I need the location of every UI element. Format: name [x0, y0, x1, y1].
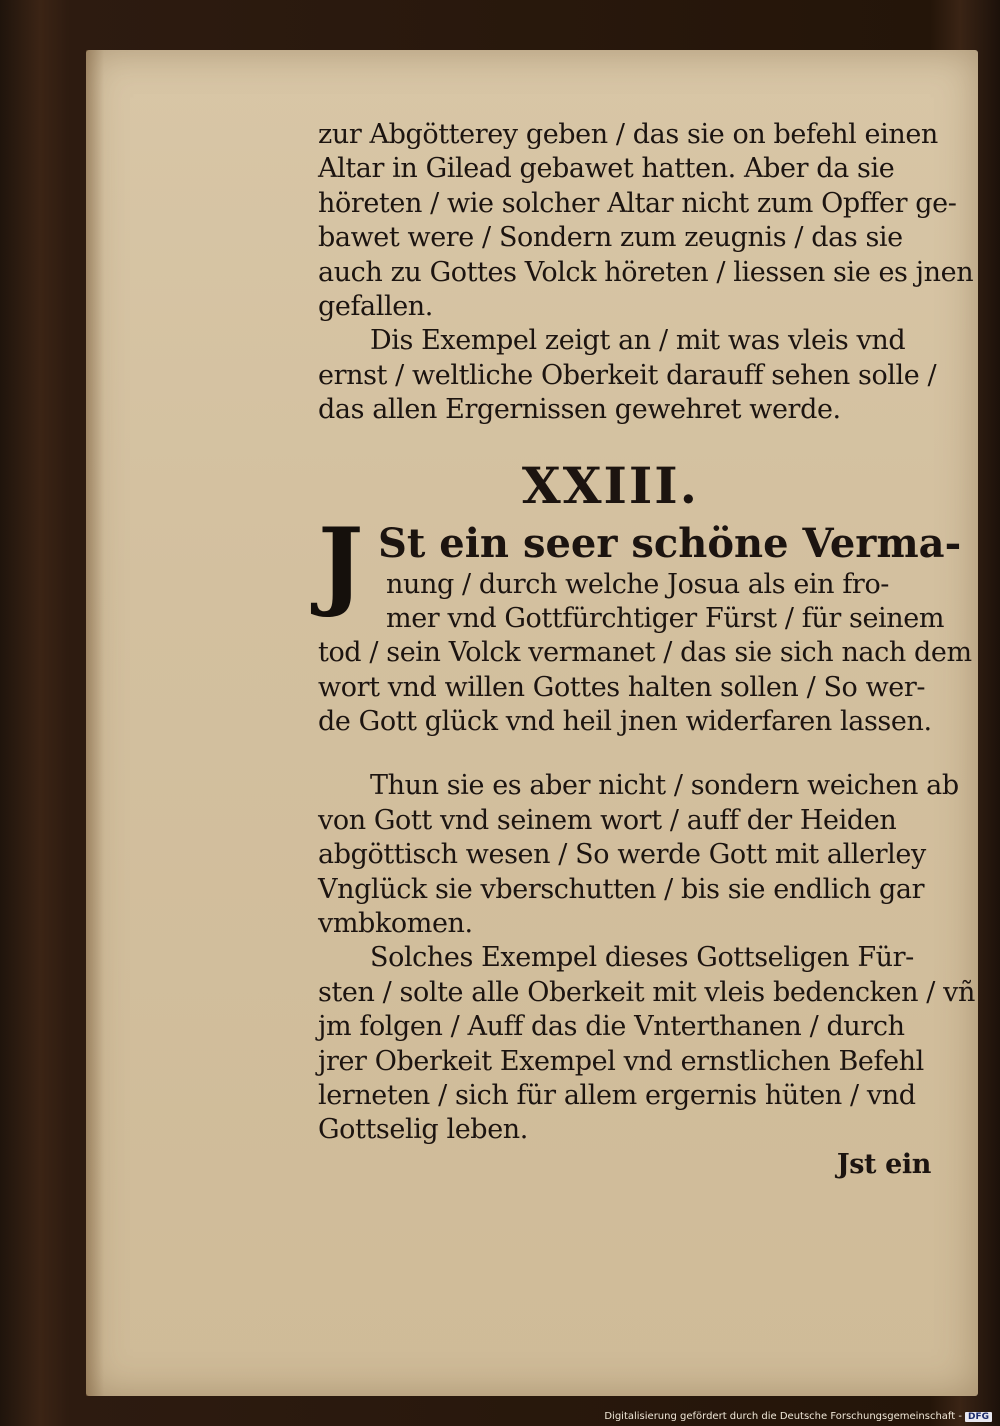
- text-line: lerneten / sich für allem ergernis hüten / vnd: [318, 1079, 916, 1111]
- text-line: vmbkomen.: [318, 908, 473, 940]
- text-line: Vnglück sie vberschutten / bis sie endlich gar: [318, 873, 925, 905]
- text-line: Dis Exempel zeigt an / mit was vleis vnd: [370, 325, 906, 357]
- dfg-logo-icon: DFG: [965, 1412, 992, 1422]
- text-line: auch zu Gottes Volck höreten / liessen sie es jnen: [318, 256, 974, 288]
- page-text: [318, 118, 976, 1182]
- page-gutter-shadow: [86, 50, 104, 1396]
- text-line: nung / durch welche Josua als ein fro-: [386, 568, 890, 600]
- text-line: höreten / wie solcher Altar nicht zum Opffer ge-: [318, 187, 957, 219]
- text-line: jrer Oberkeit Exempel vnd ernstlichen Befehl: [318, 1045, 924, 1077]
- paragraph-2: [318, 324, 943, 427]
- text-line: zur Abgötterey geben / das sie on befehl einen: [318, 119, 938, 150]
- text-line: das allen Ergernissen gewehret werde.: [318, 394, 841, 426]
- text-line: de Gott glück vnd heil jnen widerfaren lassen.: [318, 706, 932, 738]
- catchword: Jst ein: [836, 1148, 931, 1180]
- paragraph-3: [318, 506, 972, 740]
- text-line: Gottselig leben.: [318, 1114, 528, 1146]
- text-line: ernst / weltliche Oberkeit darauff sehen solle /: [318, 359, 937, 391]
- paragraph-gap: [318, 739, 943, 769]
- text-line: jm folgen / Auff das die Vnterthanen / durch: [318, 1011, 905, 1043]
- text-line: Altar in Gilead gebawet hatten. Aber da sie: [318, 153, 895, 185]
- text-line: abgöttisch wesen / So werde Gott mit allerley: [318, 839, 926, 871]
- text-line: bawet were / Sondern zum zeugnis / das sie: [318, 222, 903, 254]
- section-heading: XXIII.: [521, 455, 700, 515]
- credit-text: Digitalisierung gefördert durch die Deutsche Forschungsgemeinschaft -: [604, 1411, 962, 1422]
- text-line: tod / sein Volck vermanet / das sie sich nach dem: [318, 637, 972, 669]
- section-first-line: St ein seer schöne Verma-: [378, 519, 962, 567]
- text-line: von Gott vnd seinem wort / auff der Heiden: [318, 804, 897, 836]
- text-line: sten / solte alle Oberkeit mit vleis bedencken / vñ: [318, 976, 976, 1008]
- digitization-credit: [604, 1411, 992, 1422]
- text-line: Solches Exempel dieses Gottseligen Für-: [370, 942, 914, 974]
- text-line: mer vnd Gottfürchtiger Fürst / für seinem: [386, 602, 945, 634]
- text-line: wort vnd willen Gottes halten sollen / So wer-: [318, 671, 926, 703]
- paragraph-4: [318, 769, 959, 941]
- paragraph-1: [318, 118, 974, 324]
- text-line: Thun sie es aber nicht / sondern weichen ab: [370, 770, 959, 802]
- paragraph-5: [318, 941, 976, 1147]
- drop-cap-initial: J: [318, 506, 364, 620]
- text-line: gefallen.: [318, 290, 433, 322]
